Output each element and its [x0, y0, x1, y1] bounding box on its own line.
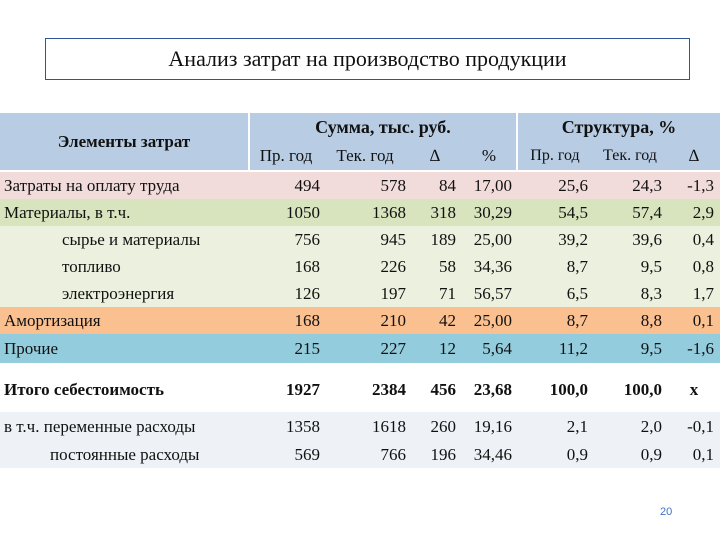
row-value: 39,2: [558, 230, 588, 249]
row-value: 2384: [372, 380, 406, 399]
row-value: 57,4: [632, 203, 662, 222]
row-label: в т.ч. переменные расходы: [4, 417, 196, 436]
row-value: 227: [380, 339, 406, 358]
col-header: Тек. год: [603, 147, 657, 164]
row-label: электроэнергия: [62, 284, 175, 303]
row-value: 168: [294, 257, 320, 276]
row-value: 25,00: [473, 311, 512, 330]
row-value: 766: [380, 445, 406, 464]
row-value: 197: [380, 284, 406, 303]
row-value: 54,5: [558, 203, 588, 222]
row-label: сырье и материалы: [62, 230, 201, 249]
page-number: 20: [660, 506, 673, 518]
row-value: 0,9: [640, 445, 662, 464]
row-value: 494: [294, 176, 320, 195]
row-label: Материалы, в т.ч.: [4, 203, 131, 222]
row-value: 456: [430, 380, 456, 399]
row-value: 56,57: [473, 284, 512, 303]
row-value: 5,64: [482, 339, 512, 358]
col-header: Пр. год: [530, 147, 580, 164]
row-label: Итого себестоимость: [4, 380, 164, 399]
row-value: 0,1: [692, 445, 714, 464]
header-elements: Элементы затрат: [57, 132, 191, 151]
row-value: 100,0: [623, 380, 662, 399]
row-value: -1,6: [687, 339, 714, 358]
row-value: 260: [430, 417, 456, 436]
row-label: топливо: [62, 257, 121, 276]
row-value: 1618: [372, 417, 406, 436]
row-value: 25,6: [558, 176, 588, 195]
row-value: 0,8: [692, 257, 714, 276]
row-value: 1358: [286, 417, 320, 436]
row-value: 34,46: [473, 445, 512, 464]
row-label: постоянные расходы: [50, 445, 200, 464]
row-value: 11,2: [558, 339, 588, 358]
row-value: 100,0: [549, 380, 588, 399]
row-value: 318: [430, 203, 456, 222]
row-value: -0,1: [687, 417, 714, 436]
col-header: ∆: [429, 146, 441, 165]
row-label: Затраты на оплату труда: [4, 176, 180, 195]
row-value: 0,9: [566, 445, 588, 464]
row-label: Амортизация: [4, 311, 101, 330]
row-value: 196: [430, 445, 456, 464]
row-value: 9,5: [640, 257, 662, 276]
row-value: 39,6: [632, 230, 662, 249]
row-value: 17,00: [473, 176, 512, 195]
row-value: 19,16: [473, 417, 512, 436]
row-value: 2,0: [640, 417, 662, 436]
row-value: 945: [380, 230, 406, 249]
row-value: 9,5: [640, 339, 662, 358]
header-struct-group: Структура, %: [561, 117, 677, 137]
col-header: %: [481, 146, 497, 165]
row-value: 126: [294, 284, 320, 303]
row-value: x: [689, 380, 699, 399]
page-title: Анализ затрат на производство продукции: [45, 38, 690, 80]
row-value: 24,3: [632, 176, 662, 195]
row-value: 71: [439, 284, 456, 303]
row-value: 8,8: [640, 311, 662, 330]
row-value: 1927: [286, 380, 320, 399]
row-value: 1368: [372, 203, 406, 222]
row-value: 8,7: [566, 257, 588, 276]
row-value: 0,1: [692, 311, 714, 330]
row-value: 58: [439, 257, 456, 276]
row-value: 23,68: [473, 380, 512, 399]
header-sum-group: Сумма, тыс. руб.: [315, 117, 451, 137]
col-header: Тек. год: [336, 146, 394, 165]
row-value: 8,7: [566, 311, 588, 330]
row-value: 168: [294, 311, 320, 330]
row-value: 1050: [286, 203, 320, 222]
row-value: 226: [380, 257, 406, 276]
row-value: 210: [380, 311, 406, 330]
row-value: 30,29: [473, 203, 512, 222]
row-value: 215: [294, 339, 320, 358]
col-header: Пр. год: [259, 146, 313, 165]
row-value: 0,4: [692, 230, 714, 249]
row-value: 569: [294, 445, 320, 464]
row-label: Прочие: [4, 339, 59, 358]
row-value: 2,1: [566, 417, 588, 436]
row-value: 8,3: [640, 284, 662, 303]
row-value: 6,5: [566, 284, 588, 303]
row-value: 189: [430, 230, 456, 249]
row-value: 1,7: [692, 284, 714, 303]
row-value: 25,00: [473, 230, 512, 249]
row-value: 2,9: [692, 203, 714, 222]
row-value: 42: [439, 311, 456, 330]
row-value: 84: [439, 176, 456, 195]
row-value: 756: [294, 230, 320, 249]
row-value: -1,3: [687, 176, 714, 195]
row-value: 578: [380, 176, 406, 195]
col-header: ∆: [688, 146, 700, 165]
row-value: 34,36: [473, 257, 512, 276]
row-value: 12: [439, 339, 456, 358]
